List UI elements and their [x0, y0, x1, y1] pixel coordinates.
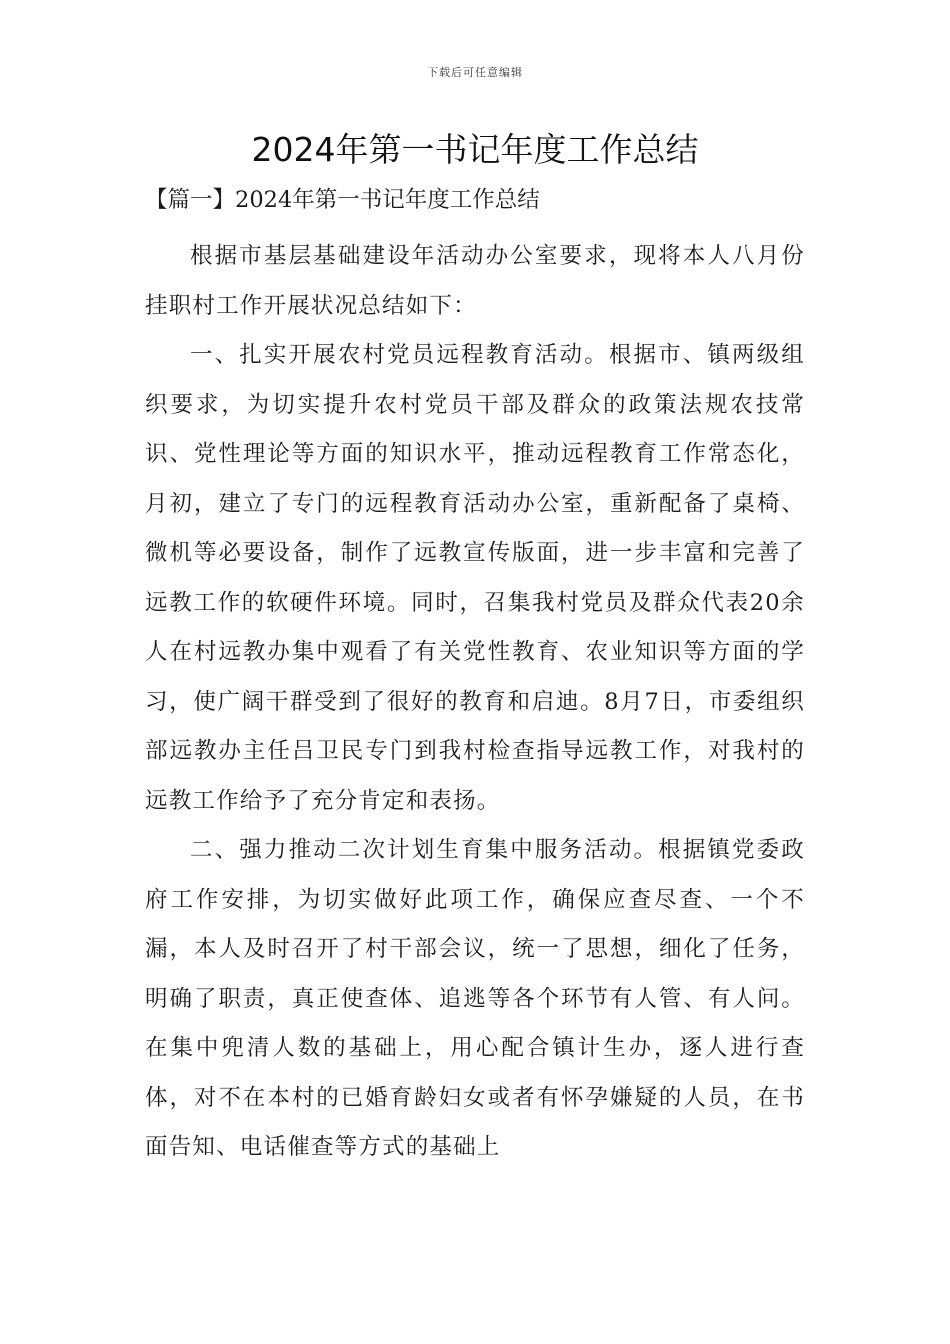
paragraph-remote-education: 一、扎实开展农村党员远程教育活动。根据市、镇两级组织要求，为切实提升农村党员干部及群众的政策法规农技常识、党性理论等方面的知识水平，推动远程教育工作常态化，月初，建立了专门的远程教育活动办公室，重新配备了桌椅、微机等必要设备，制作了远教宣传版面，进一步丰富和完善了远教工作的软硬件环境。同时，召集我村党员及群众代表20余人在村远教办集中观看了有关党性教育、农业知识等方面的学习，使广阔干群受到了很好的教育和启迪。8月7日，市委组织部远教办主任吕卫民专门到我村检查指导远教工作，对我村的远教工作给予了充分肯定和表扬。 [145, 342, 805, 814]
document-body [145, 180, 805, 1173]
header-note: 下载后可任意编辑 [427, 66, 523, 79]
document-title: 2024年第一书记年度工作总结 [251, 130, 699, 169]
section-heading: 【篇一】2024年第一书记年度工作总结 [145, 187, 540, 213]
paragraph-family-planning: 二、强力推动二次计划生育集中服务活动。根据镇党委政府工作安排，为切实做好此项工作，确保应查尽查、一个不漏，本人及时召开了村干部会议，统一了思想，细化了任务，明确了职责，真正使查体、追逃等各个环节有人管、有人问。在集中兜清人数的基础上，用心配合镇计生办，逐人进行查体，对不在本村的已婚育龄妇女或者有怀孕嫌疑的人员，在书面告知、电话催查等方式的基础上 [145, 837, 805, 1160]
paragraph-intro: 根据市基层基础建设年活动办公室要求，现将本人八月份挂职村工作开展状况总结如下： [145, 243, 805, 319]
